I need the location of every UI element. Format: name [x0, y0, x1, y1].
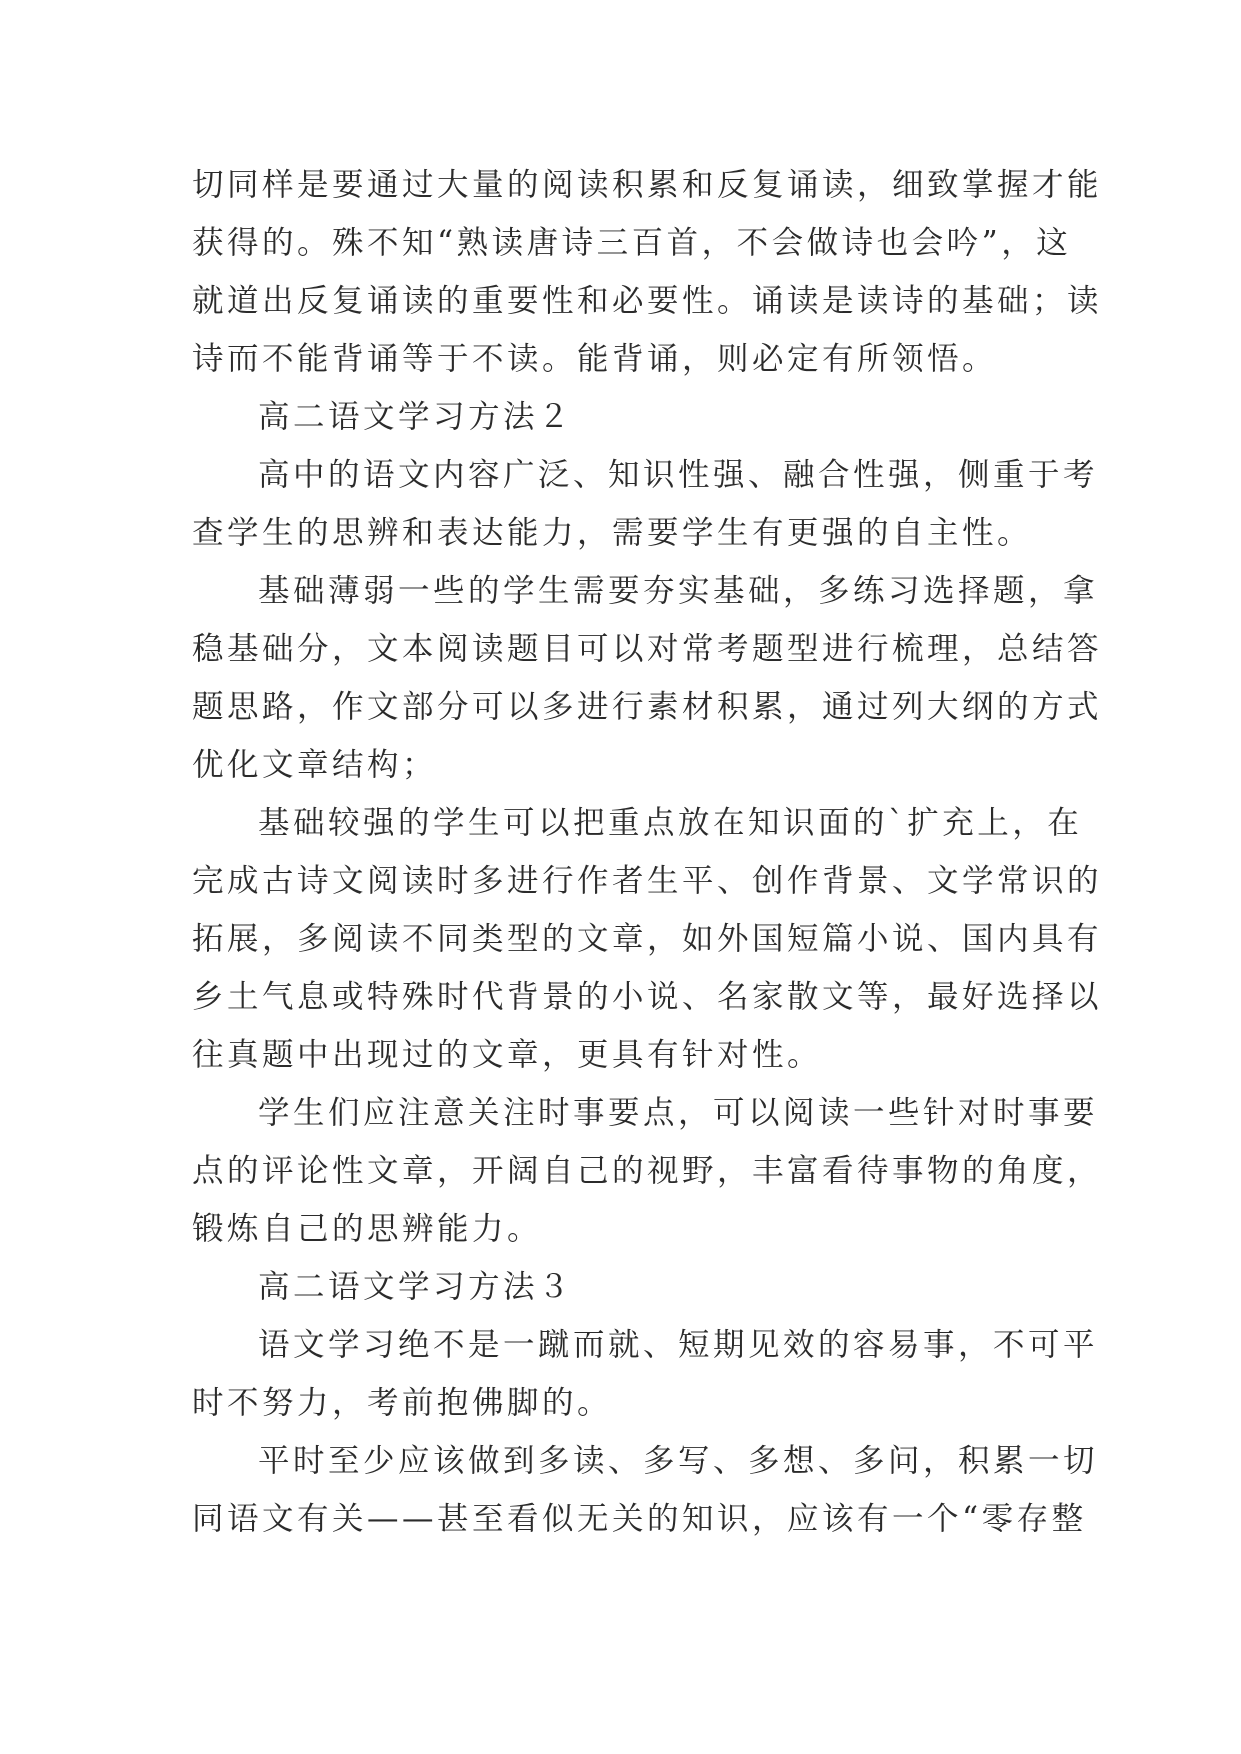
text-line: 稳基础分，文本阅读题目可以对常考题型进行梳理，总结答: [192, 631, 1103, 667]
text-line: 拓展，多阅读不同类型的文章，如外国短篇小说、国内具有: [192, 921, 1103, 957]
text-line: 基础薄弱一些的学生需要夯实基础，多练习选择题，拿: [258, 573, 1099, 609]
text-line: 高中的语文内容广泛、知识性强、融合性强，侧重于考: [258, 457, 1099, 493]
text-line: 优化文章结构；: [192, 747, 438, 783]
text-line: 点的评论性文章，开阔自己的视野，丰富看待事物的角度，: [192, 1153, 1103, 1189]
text-line: 诗而不能背诵等于不读。能背诵，则必定有所领悟。: [192, 341, 998, 377]
text-line: 切同样是要通过大量的阅读积累和反复诵读，细致掌握才能: [192, 167, 1103, 203]
text-line: 就道出反复诵读的重要性和必要性。诵读是读诗的基础；读: [192, 283, 1103, 319]
text-line: 获得的。殊不知“熟读唐诗三百首，不会做诗也会吟”，这: [192, 225, 1072, 261]
text-line: 完成古诗文阅读时多进行作者生平、创作背景、文学常识的: [192, 863, 1103, 899]
section-heading: 高二语文学习方法２: [258, 399, 574, 435]
text-line: 查学生的思辨和表达能力，需要学生有更强的自主性。: [192, 515, 1033, 551]
text-line: 学生们应注意关注时事要点，可以阅读一些针对时事要: [258, 1095, 1099, 1131]
text-line: 锻炼自己的思辨能力。: [192, 1211, 543, 1247]
text-line: 基础较强的学生可以把重点放在知识面的`扩充上，在: [258, 805, 1083, 841]
text-line: 往真题中出现过的文章，更具有针对性。: [192, 1037, 823, 1073]
text-line: 题思路，作文部分可以多进行素材积累，通过列大纲的方式: [192, 689, 1103, 725]
document-body: [192, 156, 1103, 1548]
text-line: 语文学习绝不是一蹴而就、短期见效的容易事，不可平: [258, 1327, 1099, 1363]
text-line: 乡土气息或特殊时代背景的小说、名家散文等，最好选择以: [192, 979, 1103, 1015]
text-line: 平时至少应该做到多读、多写、多想、多问，积累一切: [258, 1443, 1099, 1479]
text-line: 同语文有关——甚至看似无关的知识，应该有一个“零存整: [192, 1501, 1087, 1537]
text-line: 时不努力，考前抱佛脚的。: [192, 1385, 613, 1421]
section-heading: 高二语文学习方法３: [258, 1269, 574, 1305]
